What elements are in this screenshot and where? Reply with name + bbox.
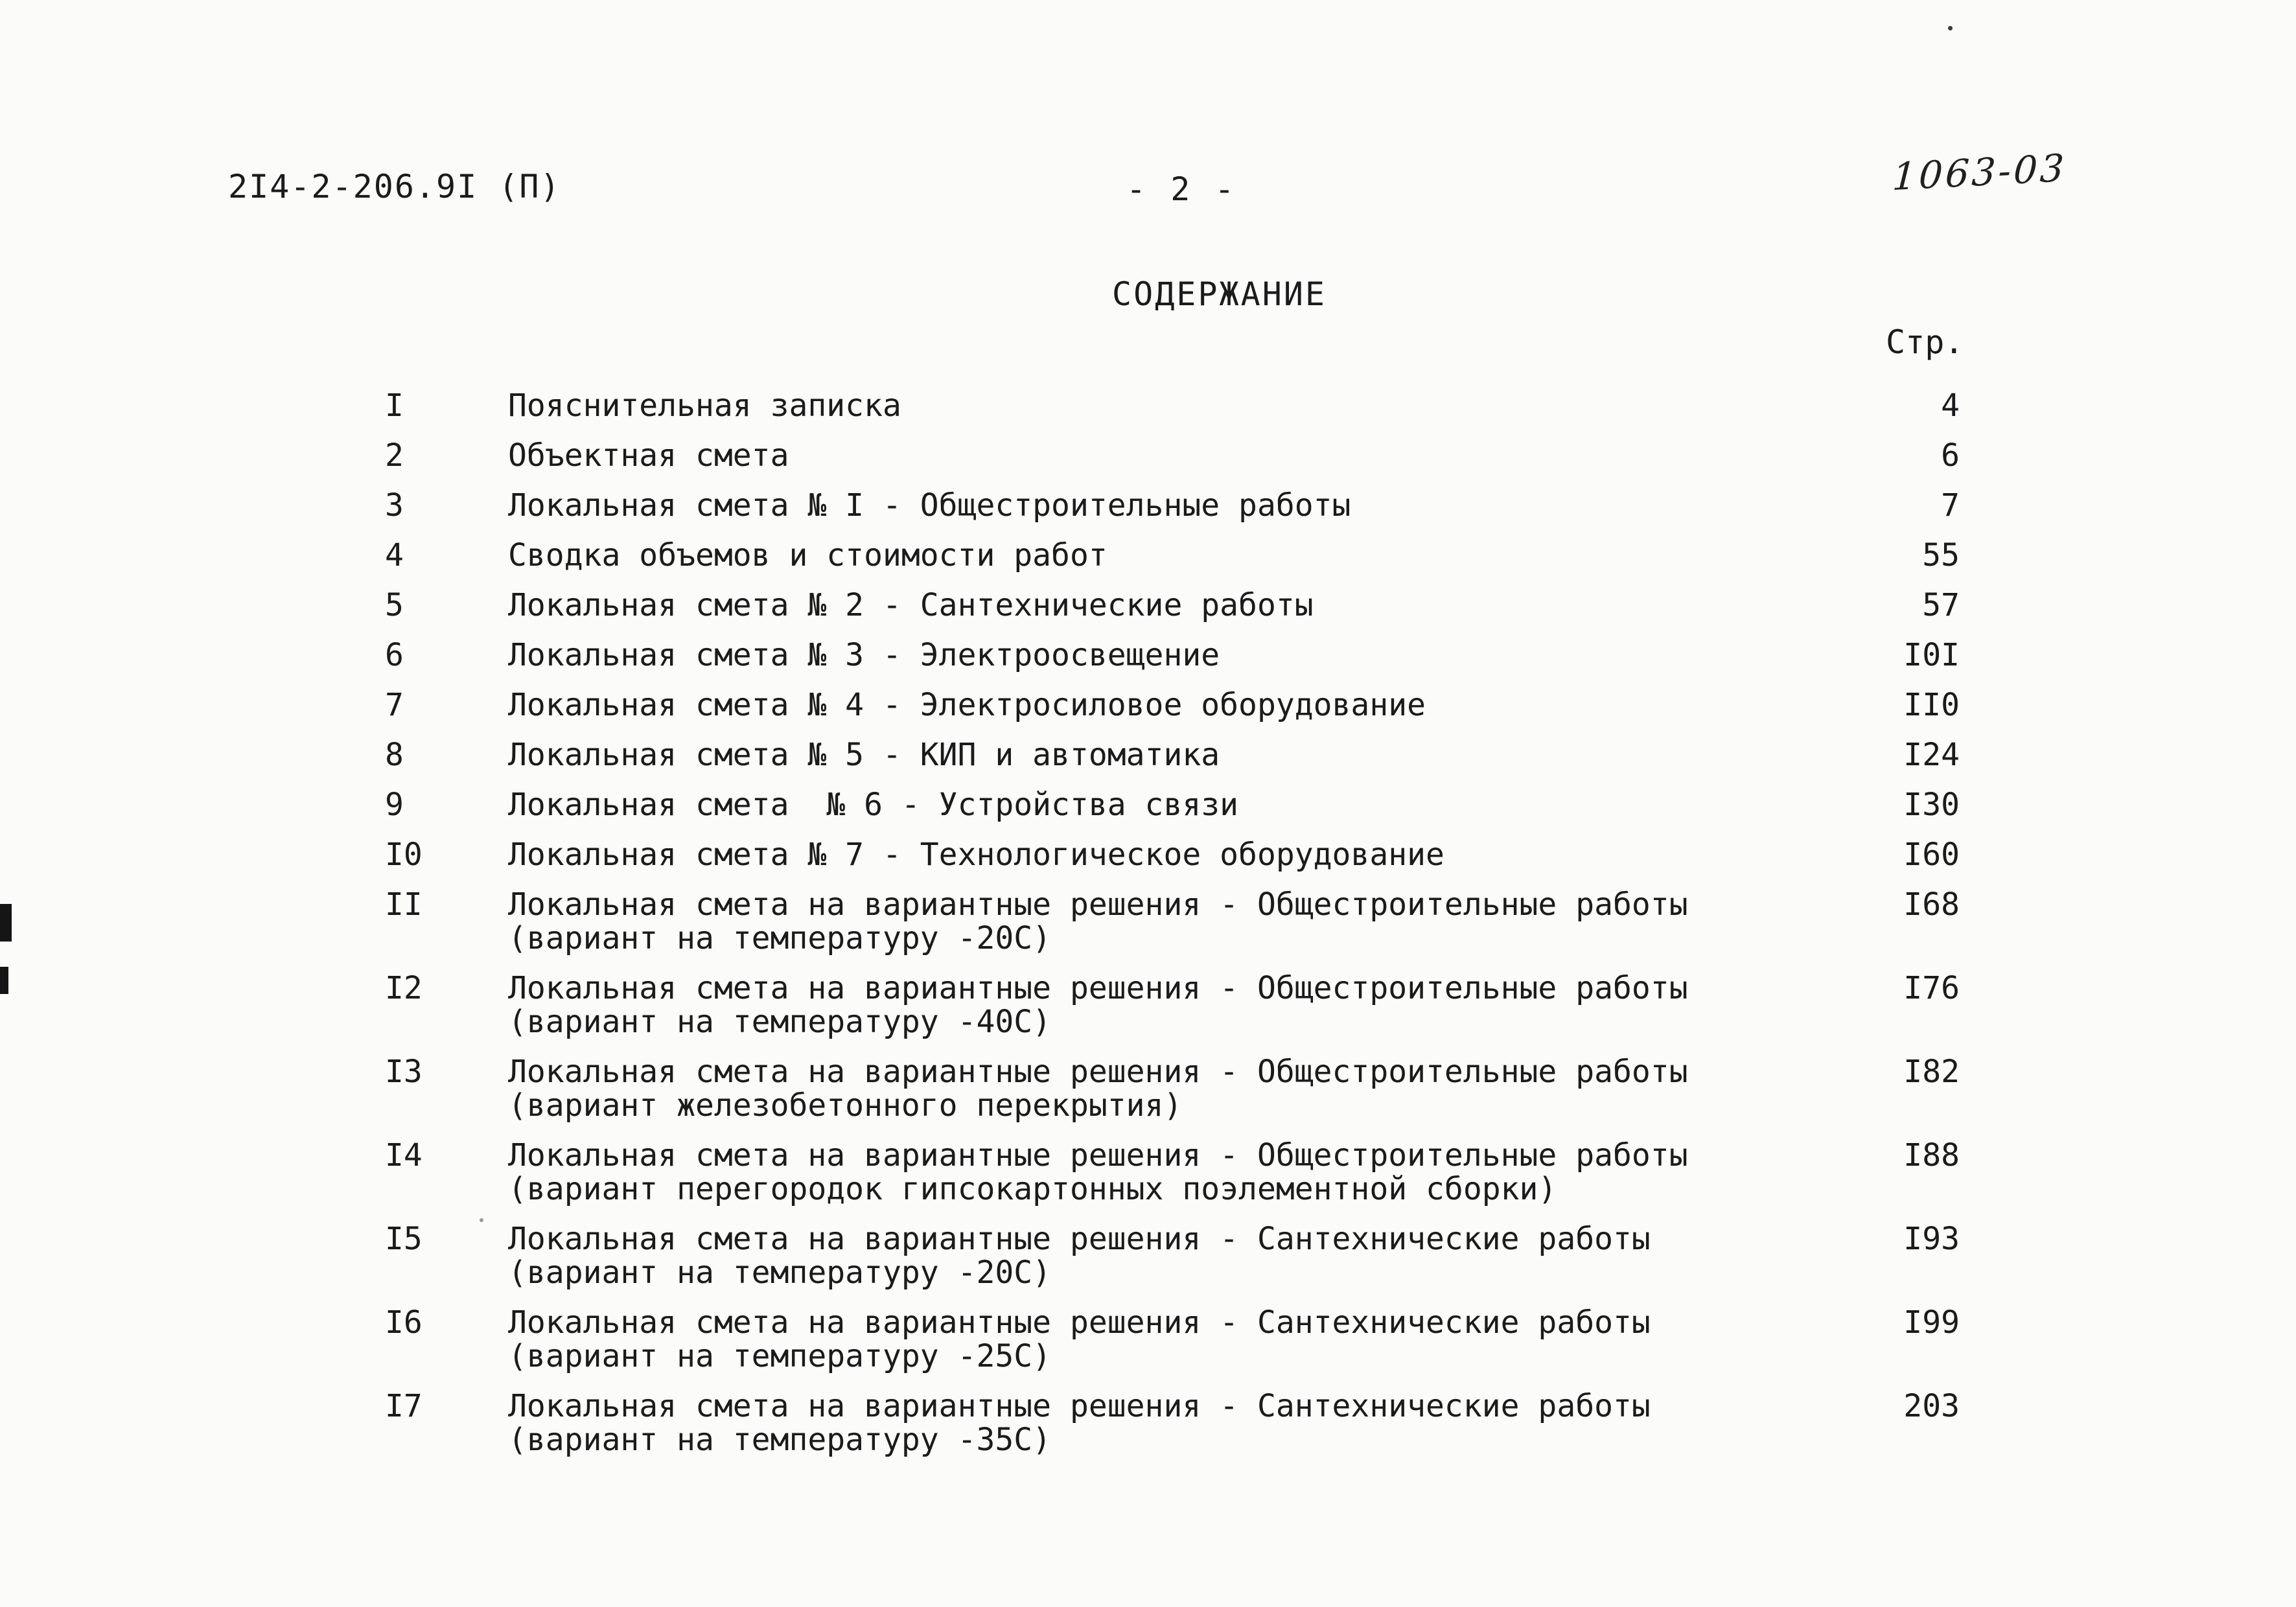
toc-item-title: Локальная смета № 2 - Сантехнические работы [508,587,1314,623]
toc-item-title: Локальная смета № 5 - КИП и автоматика [508,737,1220,773]
toc-row [385,588,1960,622]
toc-row [385,489,1960,522]
toc-item-title: Локальная смета на вариантные решения - Общестроительные работы [508,886,1688,923]
toc-row [385,439,1960,472]
toc-item-title: Сводка объемов и стоимости работ [508,537,1107,573]
toc-item-page: I24 [1903,737,1960,773]
toc-item-number: I [385,387,404,424]
toc-item-number: 8 [385,737,404,773]
scan-artifact [0,967,8,994]
scan-speck [480,1218,483,1222]
toc-row [385,638,1960,672]
toc-item-subtitle: (вариант на температуру -25С) [508,1338,1052,1374]
toc-item-subtitle: (вариант на температуру -40С) [508,1004,1052,1040]
toc-item-title: Объектная смета [508,437,789,474]
toc-item-text-block [508,588,1804,622]
toc-row [385,1389,1960,1457]
toc-item-text-block [508,1389,1804,1457]
toc-item-number: 4 [385,537,404,573]
toc-item-title: Локальная смета на вариантные решения - Общестроительные работы [508,1137,1688,1173]
toc-item-title: Локальная смета на вариантные решения - Общестроительные работы [508,970,1688,1006]
document-number: 2I4-2-206.9I (П) [228,168,561,205]
toc-item-subtitle: (вариант на температуру -35С) [508,1422,1052,1458]
toc-item-text-block [508,439,1804,472]
toc-item-title: Локальная смета № 7 - Технологическое оборудование [508,837,1444,873]
toc-item-number: 3 [385,487,404,524]
toc-row [385,1139,1960,1206]
toc-item-number: I2 [385,970,423,1006]
toc-item-text-block [508,1306,1804,1373]
toc-item-page: 6 [1941,437,1960,474]
toc-item-page: I60 [1903,837,1960,873]
scan-speck [1948,26,1953,30]
toc-row [385,888,1960,955]
toc-item-number: II [385,886,423,923]
toc-item-text-block [508,971,1804,1039]
toc-item-page: I76 [1903,970,1960,1006]
page-column-header: Стр. [1886,323,1964,361]
toc-item-page: 4 [1941,387,1960,424]
toc-item-text-block [508,489,1804,522]
toc-row [385,538,1960,572]
handwritten-code: 1063-03 [1891,145,2068,200]
toc-item-title: Локальная смета на вариантные решения - Сантехнические работы [508,1221,1651,1257]
toc-item-page: 7 [1941,487,1960,524]
toc-item-page: II0 [1903,687,1960,723]
toc-row [385,788,1960,822]
toc-item-text-block [508,888,1804,955]
toc-item-page: I30 [1903,787,1960,823]
toc-item-text-block [508,738,1804,772]
toc-row [385,1306,1960,1373]
toc-row [385,738,1960,772]
toc-row [385,1055,1960,1122]
toc-item-page: I0I [1903,637,1960,673]
toc-item-title: Локальная смета на вариантные решения - Сантехнические работы [508,1388,1651,1424]
toc-item-page: I99 [1903,1304,1960,1341]
toc-item-text-block [508,638,1804,672]
toc-item-subtitle: (вариант перегородок гипсокартонных поэлементной сборки) [508,1171,1557,1207]
toc-item-page: I93 [1903,1221,1960,1257]
toc-item-number: 7 [385,687,404,723]
toc-item-number: I3 [385,1054,423,1090]
toc-item-page: I88 [1903,1137,1960,1173]
toc-row [385,971,1960,1039]
toc-item-number: 6 [385,637,404,673]
toc-item-number: 9 [385,787,404,823]
toc-item-subtitle: (вариант железобетонного перекрытия) [508,1087,1183,1124]
toc-item-page: 55 [1922,537,1960,573]
scan-artifact [0,904,12,942]
toc-item-text-block [508,1055,1804,1122]
toc-item-text-block [508,1222,1804,1289]
toc-item-title: Локальная смета на вариантные решения - Сантехнические работы [508,1304,1651,1341]
toc-item-page: I82 [1903,1054,1960,1090]
toc-item-number: I7 [385,1388,423,1424]
toc-item-text-block [508,688,1804,722]
toc-item-page: I68 [1903,886,1960,923]
toc-item-text-block [508,788,1804,822]
page-number-marker: - 2 - [1126,170,1237,208]
toc-item-text-block [508,1139,1804,1206]
toc-item-title: Локальная смета № 6 - Устройства связи [508,787,1239,823]
toc-item-text-block [508,389,1804,422]
toc-row [385,1222,1960,1289]
toc-row [385,838,1960,872]
toc-item-number: 2 [385,437,404,474]
toc-item-text-block [508,838,1804,872]
toc-item-number: 5 [385,587,404,623]
toc-item-page: 57 [1922,587,1960,623]
toc-item-subtitle: (вариант на температуру -20С) [508,1254,1052,1291]
toc-item-number: I0 [385,837,423,873]
toc-item-title: Пояснительная записка [508,387,901,424]
toc-item-number: I4 [385,1137,423,1173]
toc-item-title: Локальная смета на вариантные решения - Общестроительные работы [508,1054,1688,1090]
toc-list [385,389,1960,1473]
toc-item-title: Локальная смета № 4 - Электросиловое оборудование [508,687,1426,723]
toc-row [385,688,1960,722]
toc-item-number: I6 [385,1304,423,1341]
toc-item-page: 203 [1903,1388,1960,1424]
toc-item-title: Локальная смета № I - Общестроительные работы [508,487,1351,524]
toc-row [385,389,1960,422]
toc-item-title: Локальная смета № 3 - Электроосвещение [508,637,1220,673]
page-title: СОДЕРЖАНИЕ [1112,275,1327,313]
toc-item-number: I5 [385,1221,423,1257]
toc-item-subtitle: (вариант на температуру -20С) [508,920,1052,956]
toc-item-text-block [508,538,1804,572]
